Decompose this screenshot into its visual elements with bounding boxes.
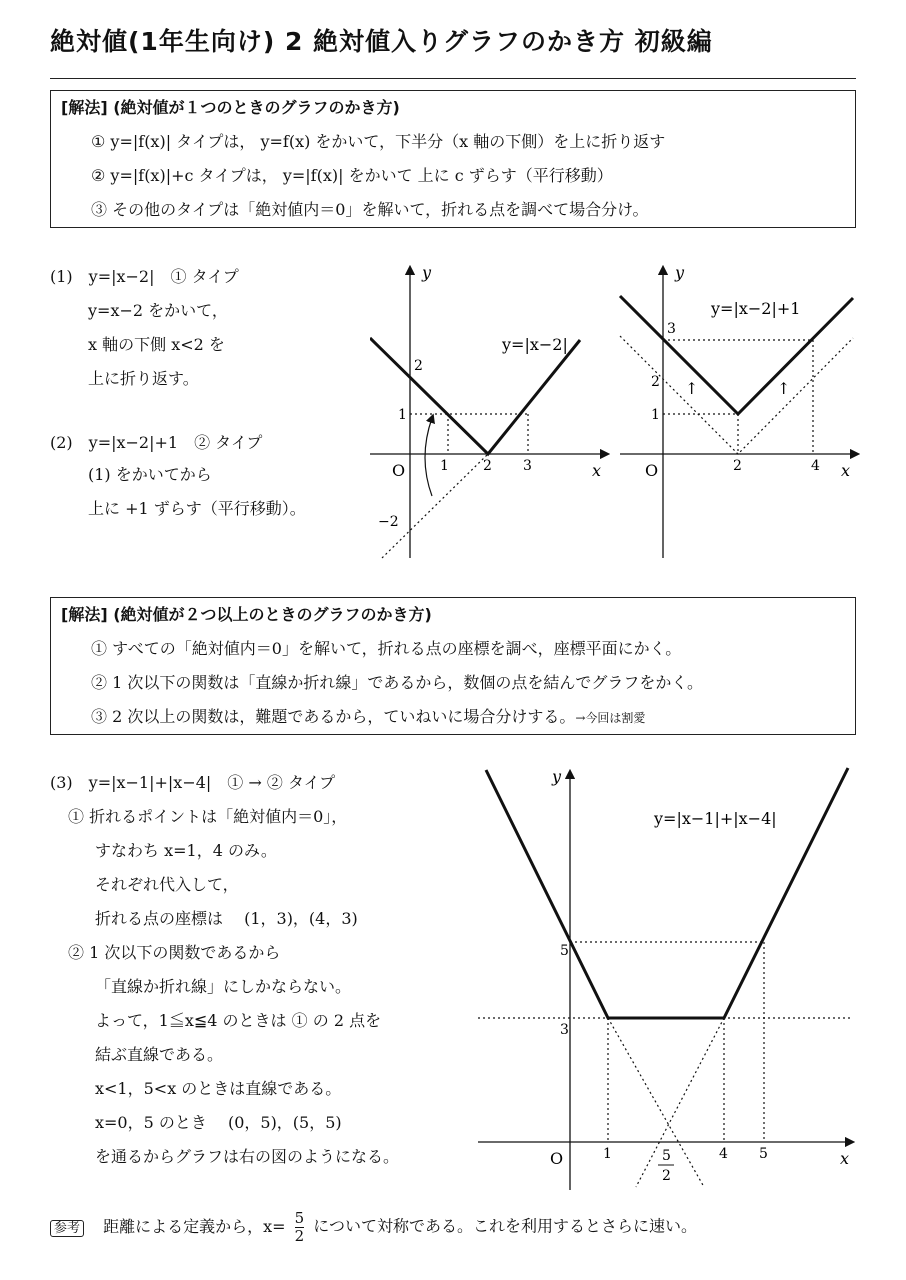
method-box-multiple: [50, 597, 856, 735]
graph-line: [486, 768, 848, 1018]
problem-text: 折れる点の座標は (1，3)，(4，3): [95, 909, 358, 928]
tick-label: −2: [378, 514, 399, 530]
method-line: [91, 704, 645, 727]
x-axis-label: x: [840, 1149, 850, 1168]
problem-1-heading: (1) y=|x−2| ① タイプ: [50, 267, 239, 286]
problem-text: ② 1 次以下の関数であるから: [68, 943, 281, 962]
tick-label: 3: [667, 321, 676, 337]
y-axis-label: y: [552, 767, 562, 786]
problem-text: すなわち x=1，4 のみ。: [95, 841, 277, 860]
reference-tag: 参考: [50, 1220, 84, 1237]
problem-text: 「直線か折れ線」にしかならない。: [95, 977, 352, 996]
tick-label: 2: [662, 1168, 671, 1184]
tick-label: 1: [651, 407, 660, 423]
graph-abs-x-minus-2: [370, 258, 620, 568]
dotted-line: [608, 1018, 704, 1187]
tick-label: 4: [719, 1146, 728, 1162]
y-axis-label: y: [675, 263, 685, 282]
problem-text: y=x−2 をかいて，: [88, 301, 228, 320]
shift-arrow-icon: ↑: [685, 379, 699, 398]
shift-arrow-icon: ↑: [777, 379, 791, 398]
method-box-single: [50, 90, 856, 228]
reference-note: [50, 1210, 697, 1244]
problem-text: x<1，5<x のときは直線である。: [95, 1079, 342, 1098]
title-divider: [50, 78, 856, 79]
tick-label: 2: [483, 458, 492, 474]
tick-label: 1: [440, 458, 449, 474]
tick-label: 5: [759, 1146, 768, 1162]
origin-label: O: [550, 1149, 564, 1168]
method-line: ① y=|f(x)| タイプは， y=f(x) をかいて，下半分（x 軸の下側）を上に折り返す: [91, 132, 666, 151]
tick-label: 5: [560, 943, 569, 959]
problem-text: x 軸の下側 x<2 を: [88, 335, 225, 354]
tick-label: 4: [811, 458, 820, 474]
fold-arrow: [425, 418, 432, 496]
dotted-line: [620, 336, 853, 454]
problem-text: 上に +1 ずらす（平行移動）。: [88, 499, 306, 518]
graph-label: y=|x−2|+1: [711, 299, 801, 318]
problem-text: x=0，5 のとき (0，5)，(5，5): [95, 1113, 342, 1132]
x-axis-label: x: [841, 461, 851, 480]
graph-abs-x-minus-2-plus-1: [615, 258, 865, 568]
method-line: ③ その他のタイプは「絶対値内＝0」を解いて，折れる点を調べて場合分け。: [91, 200, 649, 219]
tick-label: 5: [662, 1148, 671, 1164]
tick-label: 2: [651, 374, 660, 390]
tick-label: 2: [733, 458, 742, 474]
method-line: ② y=|f(x)|+c タイプは， y=|f(x)| をかいて 上に c ずらす（平行移動）: [91, 166, 613, 185]
reference-text-pre: 距離による定義から，x=: [103, 1216, 286, 1236]
problem-text: 結ぶ直線である。: [95, 1045, 224, 1064]
method-line: ① すべての「絶対値内＝0」を解いて，折れる点の座標を調べ，座標平面にかく。: [91, 639, 682, 658]
method-box-heading: [解法] (絶対値が１つのときのグラフのかき方): [61, 98, 400, 117]
page-title: 絶対値(1年生向け) 2 絶対値入りグラフのかき方 初級編: [50, 27, 713, 56]
tick-label: 2: [414, 358, 423, 374]
method-note: →今回は割愛: [575, 711, 646, 725]
y-axis-label: y: [422, 263, 432, 282]
graph-label: y=|x−1|+|x−4|: [654, 809, 777, 828]
tick-label: 3: [523, 458, 532, 474]
tick-label: 3: [560, 1022, 569, 1038]
graph-line: [370, 338, 580, 454]
graph-label: y=|x−2|: [502, 335, 568, 354]
origin-label: O: [392, 461, 406, 480]
problem-text: 上に折り返す。: [88, 369, 199, 388]
problem-text: ① 折れるポイントは「絶対値内＝0」，: [68, 807, 348, 826]
problem-text: を通るからグラフは右の図のようになる。: [95, 1147, 400, 1166]
reference-fraction: $\frac{5}{2}$: [294, 1209, 305, 1245]
reference-text-post: について対称である。これを利用するとさらに速い。: [313, 1216, 697, 1236]
problem-3-heading: (3) y=|x−1|+|x−4| ① → ② タイプ: [50, 773, 336, 792]
method-box-heading: [解法] (絶対値が２つ以上のときのグラフのかき方): [61, 605, 432, 624]
problem-text: よって，1≦x≦4 のときは ① の 2 点を: [95, 1011, 382, 1030]
method-line: ② 1 次以下の関数は「直線か折れ線」であるから，数個の点を結んでグラフをかく。: [91, 673, 704, 692]
method-line-text: ③ 2 次以上の関数は，難題であるから，ていねいに場合分けする。: [91, 707, 576, 726]
problem-2-heading: (2) y=|x−2|+1 ② タイプ: [50, 433, 263, 452]
dotted-line: [636, 1018, 724, 1187]
origin-label: O: [645, 461, 659, 480]
problem-text: (1) をかいてから: [88, 465, 212, 484]
problem-text: それぞれ代入して，: [95, 875, 239, 894]
tick-label: 1: [603, 1146, 612, 1162]
graph-two-abs-sum: [478, 762, 858, 1192]
tick-label: 1: [398, 407, 407, 423]
x-axis-label: x: [592, 461, 602, 480]
